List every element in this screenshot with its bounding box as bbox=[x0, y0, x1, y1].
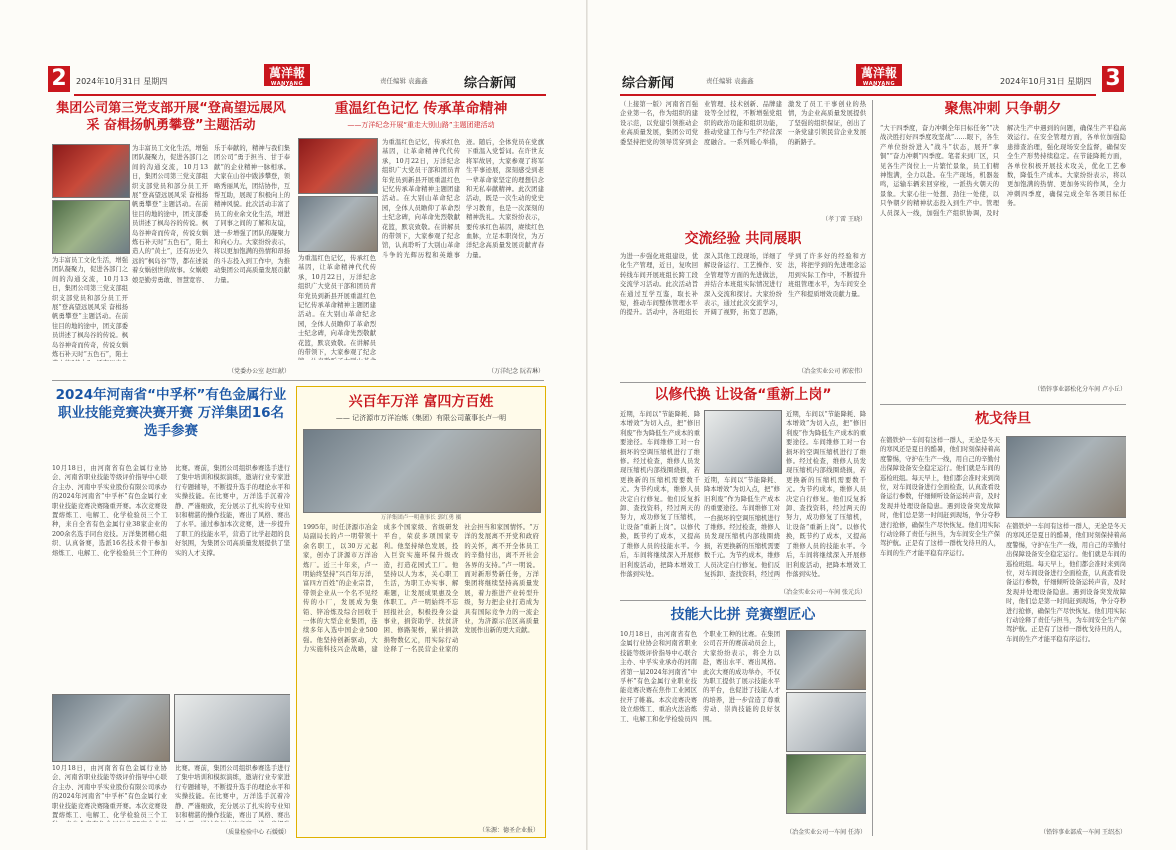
article-sprint bbox=[880, 100, 1126, 400]
article-body: 在锻铁炉一车间有这样一群人，无论是冬天的寒风还是夏日的酷暑，他们时刻保持着高度警惕，守护在生产一线，用自己的辛勤付出保障设备安全稳定运行。他们就是车间的巡检班组。每天早上，他们都会准时来到岗位，对车间设备进行全面检查，认真查看设备运行参数，仔细倾听设备运转声音，及时发现并处理设备隐患。遇到设备突发故障时，他们总是第一时间赶到现场，争分夺秒进行抢修，确保生产尽快恢复。他们用实际行动诠释了责任与担当，为车间安全生产保驾护航。正是有了这样一群枕戈待旦的人，车间的生产才能平稳有序运行。 bbox=[880, 437, 1000, 557]
section-title: 综合新闻 bbox=[464, 76, 517, 91]
divider bbox=[880, 404, 1126, 405]
issue-date: 2024年10月31日 星期四 bbox=[1000, 77, 1092, 86]
article-continued bbox=[620, 100, 866, 224]
photo-inspection bbox=[1006, 436, 1126, 518]
headline: 技能大比拼 竞赛塑匠心 bbox=[670, 607, 816, 623]
photo-chairman bbox=[303, 429, 541, 513]
article-body: 1995年，时任济源市冶金局副局长的卢一明带领十余名职工，以30万元起家，创办了济源市万洋冶炼厂。近三十年来，卢一明始终坚持“兴百年万洋，富四方百姓”的企业宗旨，带领企业从一个名不见经传的小厂，发展成为集铅、锌冶炼及综合回收于一体的大型企业集团，连续多年入选中国企业500强。他坚持创新驱动，大力实施科技兴企战略，建成多个国家级、省级研发平台，荣获多项国家专利。他坚持绿色发展，投入巨资实施环保升级改造，打造花园式工厂。他坚持以人为本，关心职工生活，为职工办实事、解难题，让发展成果惠及全体职工。卢一明始终不忘回报社会，积极投身公益事业，捐资助学、扶贫济困、修路架桥，累计捐款捐物数亿元，用实际行动诠释了一名民营企业家的社会担当和家国情怀。“万洋的发展离不开党和政府的关怀，离不开全体员工的辛勤付出，离不开社会各界的支持。”卢一明说。面对新形势新任务，万洋集团将继续坚持高质量发展，着力推进产业转型升级，努力把企业打造成为具有国际竞争力的一流企业，为济源示范区高质量发展作出新的更大贡献。 bbox=[303, 524, 539, 654]
logo-cn: 萬洋報 bbox=[268, 66, 305, 80]
article-body: 为丰富员工文化生活，增强团队凝聚力，促进各部门之间的沟通交流，10月13日，集团公司第三党支部组织支部党员和部分员工开展“登高望远展风采 奋楫扬帆勇攀登”主题活动。在前往目的地的途中，团支部委员讲述了枫岛谷的传说。枫岛谷神奇而传奇，传说女娲炼石补天时“五色石”，陷土造人的“黄土”，还有历史久远的“枫岛谷”等，都在述说着女娲创世的故事。女娲娘娘是勤劳勇敢、智慧宽容、乐于奉献的，精神与我们集团公司“勇于担当、甘于奉献”的企业精神一脉相承。大家在山谷中跋涉攀登，领略秀丽风光，团结协作，互帮互助，展现了积极向上的精神风貌。此次活动丰富了员工的业余文化生活，增进了同事之间的了解和友谊，进一步增强了团队的凝聚力和向心力。大家纷纷表示，将以更加饱满的热情和昂扬的斗志投入到工作中，为推动集团公司高质量发展贡献力量。 bbox=[132, 145, 290, 284]
article-body: “大干四季度，奋力冲刺全年目标任务”“决战决胜打好四季度攻坚战”……眼下，各生产单位纷纷进入“战斗”状态，展开“拿铜”“奋力冲刺”四季度。笔者来到厂区，只见各生产岗位上一片繁忙景象，员工们精神饱满，全力以赴。在生产现场，机器轰鸣，运输车辆来回穿梭，一派热火朝天的景象。大家心往一处想、劲往一处使，以只争朝夕的精神状态投入到生产中。管理人员深入一线，加强生产组织协调，及时解决生产中遇到的问题，确保生产平稳高效运行。在安全管理方面，各单位加强隐患排查治理，强化现场安全监督，确保安全生产形势持续稳定。在节能降耗方面，各单位积极开展技术攻关，优化工艺参数，降低生产成本。大家纷纷表示，将以更加饱满的热情、更加务实的作风，全力冲刺四季度，确保完成全年各项目标任务。 bbox=[880, 125, 1126, 217]
photo-competition-3 bbox=[786, 754, 866, 814]
logo-cn: 萬洋報 bbox=[860, 66, 897, 80]
article-body: 10月18日，由河南省有色金属行业协会、河南省职业技能等级评价指导中心联合主办、河南中孚实业股份有限公司承办的2024年河南省“中孚杯”有色金属行业职业技能竞赛决赛隆重开赛。本次竞赛设置熔炼工、电解工、化学检验员三个工种，来自全省有色金属行业38家企业的200余名选手同台竞技。万洋集团精心组织、认真备赛，选派16名技术骨干参加熔炼工、电解工、化学检验员三个工种的比赛。赛前，集团公司组织参赛选手进行了集中培训和模拟演练，邀请行业专家进行专题辅导，不断提升选手的理论水平和实操技能。在比赛中，万洋选手沉着冷静、严谨细致，充分展示了扎实的专业知识和精湛的操作技能，赛出了风格、赛出了水平。通过参加本次竞赛，进一步提升了职工的技能水平，营造了比学赶超的良好氛围，为集团公司高质量发展提供了坚实的人才支撑。 bbox=[52, 465, 290, 557]
article-red-memory bbox=[298, 100, 544, 375]
page-number: 3 bbox=[1102, 66, 1124, 92]
byline: （铅锌事业部成一车间 王绍杰） bbox=[1040, 829, 1126, 836]
headline: 集团公司第三党支部开展“登高望远展风采 奋楫扬帆勇攀登”主题活动 bbox=[56, 101, 286, 133]
article-skills-contest bbox=[52, 386, 290, 836]
article-body-lead: 为丰富员工文化生活，增强团队凝聚力，促进各部门之间的沟通交流，10月13日，集团公司第三党支部组织支部党员和部分员工开展“登高望远展风采 奋楫扬帆勇攀登”主题活动。在前往目的地的途中，团支部委员讲述了枫岛谷的传说。枫岛谷神奇而传奇，传说女娲炼石补天时“五色石”，陷土 bbox=[52, 257, 128, 359]
article-repair bbox=[620, 386, 866, 596]
subtitle: ——万洋纪念开展“重走大别山路”主题团建活动 bbox=[347, 121, 495, 129]
article-body-tail: 10月18日，由河南省有色金属行业协会、河南省职业技能等级评价指导中心联合主办、河南中孚实业股份有限公司承办的2024年河南省“中孚杯”有色金属行业职业技能竞赛决赛隆重开赛。本次竞赛设置熔炼工、电解工、化学检验员三个工 比赛。赛前，集团公司组织参赛选手进行了集中培训和模拟演练，邀请行业专家进行专题辅导，不断提升选手的理论水平和实操技能。在比赛中，万洋选手沉着冷静、严谨细致，充分展示了扎实的专业知识和精湛的操作技能，赛出了风格、赛出 bbox=[52, 765, 290, 820]
article-body-col2: 近期，车间以“节能降耗、降本增效”为切入点，把“修旧利废”作为降低生产成本的重要途径。车间维修工对一台损坏的空调压缩机进行了维修。经过检查，维修人员发现压缩机内部线圈烧损，若更换新的压缩机需要数千元。为节约成本，维修人员决定自行修复。他们反复拆卸、查找资料，经过两 bbox=[704, 477, 780, 579]
divider bbox=[52, 380, 544, 381]
article-skill-competition bbox=[620, 606, 866, 836]
photo-caption: 万洋集团卢一明董事长 郭红勇 摄 bbox=[380, 515, 462, 521]
article-body-col2: 在锻铁炉一车间有这样一群人，无论是冬天的寒风还是夏日的酷暑，他们时刻保持着高度警惕，守护在生产一线，用自己的辛勤付出保障设备安全稳定运行。他们就是车间的巡检班组。每天早上，他们都会准时来到岗位，对车间设备进行全面检查，认真查看设备运行参数，仔细倾听设备运转声音，及时发现并处理设备隐患。遇到设备突发故障时，他们总是第一时间赶到现场，争分夺秒进行抢修，确保生产尽快恢复。他们用实际行动诠释了责任与担当，为车间安全生产保驾护航。正是有了这样一群枕戈待旦的人，车间的生产才能平稳有序运行。 bbox=[1006, 523, 1126, 643]
article-chairman-profile bbox=[296, 386, 546, 838]
photo-competition-1 bbox=[786, 630, 866, 690]
newspaper-logo bbox=[264, 64, 310, 91]
byline: （冶金实业公司一车间 任涛） bbox=[786, 829, 866, 836]
article-body-lead: 为重温红色记忆，传承红色基因，让革命精神代代传承，10月22日，万洋纪念组织广大党员干部和团员青年党员到新县开展重温红色记忆传承革命精神主题团建活动。在大别山革命纪念园，全体人员瞻仰了革命烈士纪念碑，向革命先烈敬献花篮，默哀致敬。在讲解员的带领下，大家参观了纪念 bbox=[298, 255, 376, 357]
photo-contest-team bbox=[52, 694, 170, 762]
article-body: 10月18日，由河南省有色金属行业协会和河南省职业技能等级评价指导中心联合主办、中孚实业承办的河南省第一届2024年河南省“中孚杯”有色金属行业职业技能竞赛决赛在焦作工业园区拉开了帷幕。本次竞赛决赛设立熔炼工、重冶火法冶炼工、电解工和化学检验员四个职业工种的比赛。在集团公司召开的赛前动员会上，大家纷纷表示，将全力以赴，赛出水平、赛出风格。此次大赛的成功举办，不仅为职工提供了展示技能水平的平台，也促进了技能人才的培养，进一步营造了尊重劳动、崇尚技能的良好氛围。 bbox=[620, 631, 780, 723]
page-header bbox=[620, 64, 1096, 96]
photo-hiking bbox=[52, 200, 130, 254]
byline: （质量检验中心 石媛媛） bbox=[222, 829, 290, 836]
issue-date: 2024年10月31日 星期四 bbox=[76, 77, 168, 86]
editor-credit: 责任编辑 袁鑫鑫 bbox=[380, 77, 428, 85]
headline: 以修代换 让设备“重新上岗” bbox=[654, 387, 832, 403]
column-rule bbox=[872, 100, 873, 836]
page-header bbox=[74, 64, 546, 96]
article-body: 为进一步强化班组建设，优化生产管理，近日，复吹回转线车间开展班组长跨工段交流学习活动。此次活动旨在通过互学互鉴，取长补短，推动车间整体管理水平的提升。活动中，各班组长深入其他工段现场，详细了解设备运行、工艺操作、安全管理等方面的先进做法，并结合本班组实际情况进行深入交流和探讨。大家纷纷表示，通过此次交流学习，开阔了视野，拓宽了思路，学到了许多好的经验和方法，将把学到的先进理念运用到实际工作中，不断提升班组管理水平，为车间安全生产和提质增效贡献力量。 bbox=[620, 253, 866, 317]
photo-memorial bbox=[298, 138, 378, 194]
byline: （孝丁雷 王晓） bbox=[822, 216, 866, 223]
headline: 重温红色记忆 传承革命精神 bbox=[334, 101, 508, 117]
byline: （万洋纪念 阮若琳） bbox=[488, 368, 544, 375]
photo-group bbox=[52, 144, 130, 198]
byline: （党委办公室 赵红献） bbox=[228, 368, 290, 375]
article-body: （上接第一版）河南省百强企业第一名，作为组织的建设示范，以党建引领推动企业高质量发展，集团公司党委坚持把党的领导贯穿到企业管理、技术创新、品牌建设等全过程，不断增强党组织的政治功能和组织功能，推动党建工作与生产经营深度融合。一系列暖心举措，激发了员工干事创业的热情，为企业高质量发展提供了坚强的组织保证，创出了一条党建引领民营企业发展的新路子。 bbox=[620, 101, 866, 146]
article-body-col3: 近期，车间以“节能降耗、降本增效”为切入点，把“修旧利废”作为降低生产成本的重要途径。车间维修工对一台损坏的空调压缩机进行了维修。经过检查，维修人员发现压缩机内部线圈烧损，若更换新的压缩机需要数千元。为节约成本，维修人员决定自行修复。他们反复拆卸、查找资料，经过两天的努力，成功修复了压缩机，让设备“重新上岗”。以修代换，既节约了成本，又提高了维修人员的技能水平。今后，车间将继续深入开展修旧利废活动，把降本增效工作落到实处。 bbox=[786, 411, 866, 578]
right-page bbox=[588, 0, 1176, 850]
article-body: 近期，车间以“节能降耗、降本增效”为切入点，把“修旧利废”作为降低生产成本的重要途径。车间维修工对一台损坏的空调压缩机进行了维修。经过检查，维修人员发现压缩机内部线圈烧损，若更换新的压缩机需要数千元。为节约成本，维修人员决定自行修复。他们反复拆卸、查找资料，经过两天的努力，成功修复了压缩机，让设备“重新上岗”。以修代换，既节约了成本，又提高了维修人员的技能水平。今后，车间将继续深入开展修旧利废活动，把降本增效工作落到实处。 bbox=[620, 411, 700, 578]
photo-museum bbox=[298, 196, 378, 252]
byline: （冶金实业公司 郭宏伟） bbox=[798, 368, 866, 375]
headline: 聚焦冲刺 只争朝夕 bbox=[944, 101, 1062, 117]
photo-contest-lab bbox=[174, 694, 290, 762]
article-party-branch bbox=[52, 100, 290, 375]
editor-credit: 责任编辑 袁鑫鑫 bbox=[706, 77, 754, 85]
article-standby bbox=[880, 410, 1126, 836]
subtitle: —— 记济源市万洋冶炼（集团）有限公司董事长卢一明 bbox=[335, 414, 507, 422]
article-body: 为重温红色记忆，传承红色基因，让革命精神代代传承，10月22日，万洋纪念组织广大党员干部和团员青年党员到新县开展重温红色记忆传承革命精神主题团建活动。在大别山革命纪念园，全体人员瞻仰了革命烈士纪念碑，向革命先烈敬献花篮，默哀致敬。在讲解员的带领下，大家参观了纪念馆，认真聆听了大别山革命斗争的光辉历程和英雄事迹。随后，全体党员在党旗下重温入党誓词。在许世友将军故居，大家参观了将军生平事迹展，深刻感受到老一辈革命家坚定的理想信念和无私奉献精神。此次团建活动，既是一次生动的党史学习教育，也是一次深刻的精神洗礼。大家纷纷表示，要传承红色基因，赓续红色血脉，立足本职岗位，为万洋纪念高质量发展贡献青春力量。 bbox=[382, 139, 544, 259]
newspaper-logo bbox=[856, 64, 902, 91]
headline: 交流经验 共同展职 bbox=[684, 231, 802, 247]
photo-competition-2 bbox=[786, 692, 866, 752]
logo-en: WANYANG BAO bbox=[862, 81, 896, 91]
byline: （铅锌事业部松化分车间 卢小丘） bbox=[1034, 386, 1126, 393]
divider bbox=[620, 600, 866, 601]
divider bbox=[620, 382, 866, 383]
page-number: 2 bbox=[48, 66, 70, 92]
article-exchange bbox=[620, 230, 866, 378]
headline: 兴百年万洋 富四方百姓 bbox=[348, 394, 494, 410]
section-title: 综合新闻 bbox=[622, 76, 675, 91]
headline: 2024年河南省“中孚杯”有色金属行业职业技能竞赛决赛开赛 万洋集团16名选手参赛 bbox=[55, 387, 287, 439]
photo-equipment bbox=[704, 410, 782, 474]
logo-en: WANYANG BAO bbox=[270, 81, 304, 91]
byline: （朱源：德圣企业报） bbox=[478, 827, 539, 834]
headline: 枕戈待旦 bbox=[975, 411, 1031, 427]
byline: （冶金实业公司一车间 张元兵） bbox=[780, 589, 866, 596]
